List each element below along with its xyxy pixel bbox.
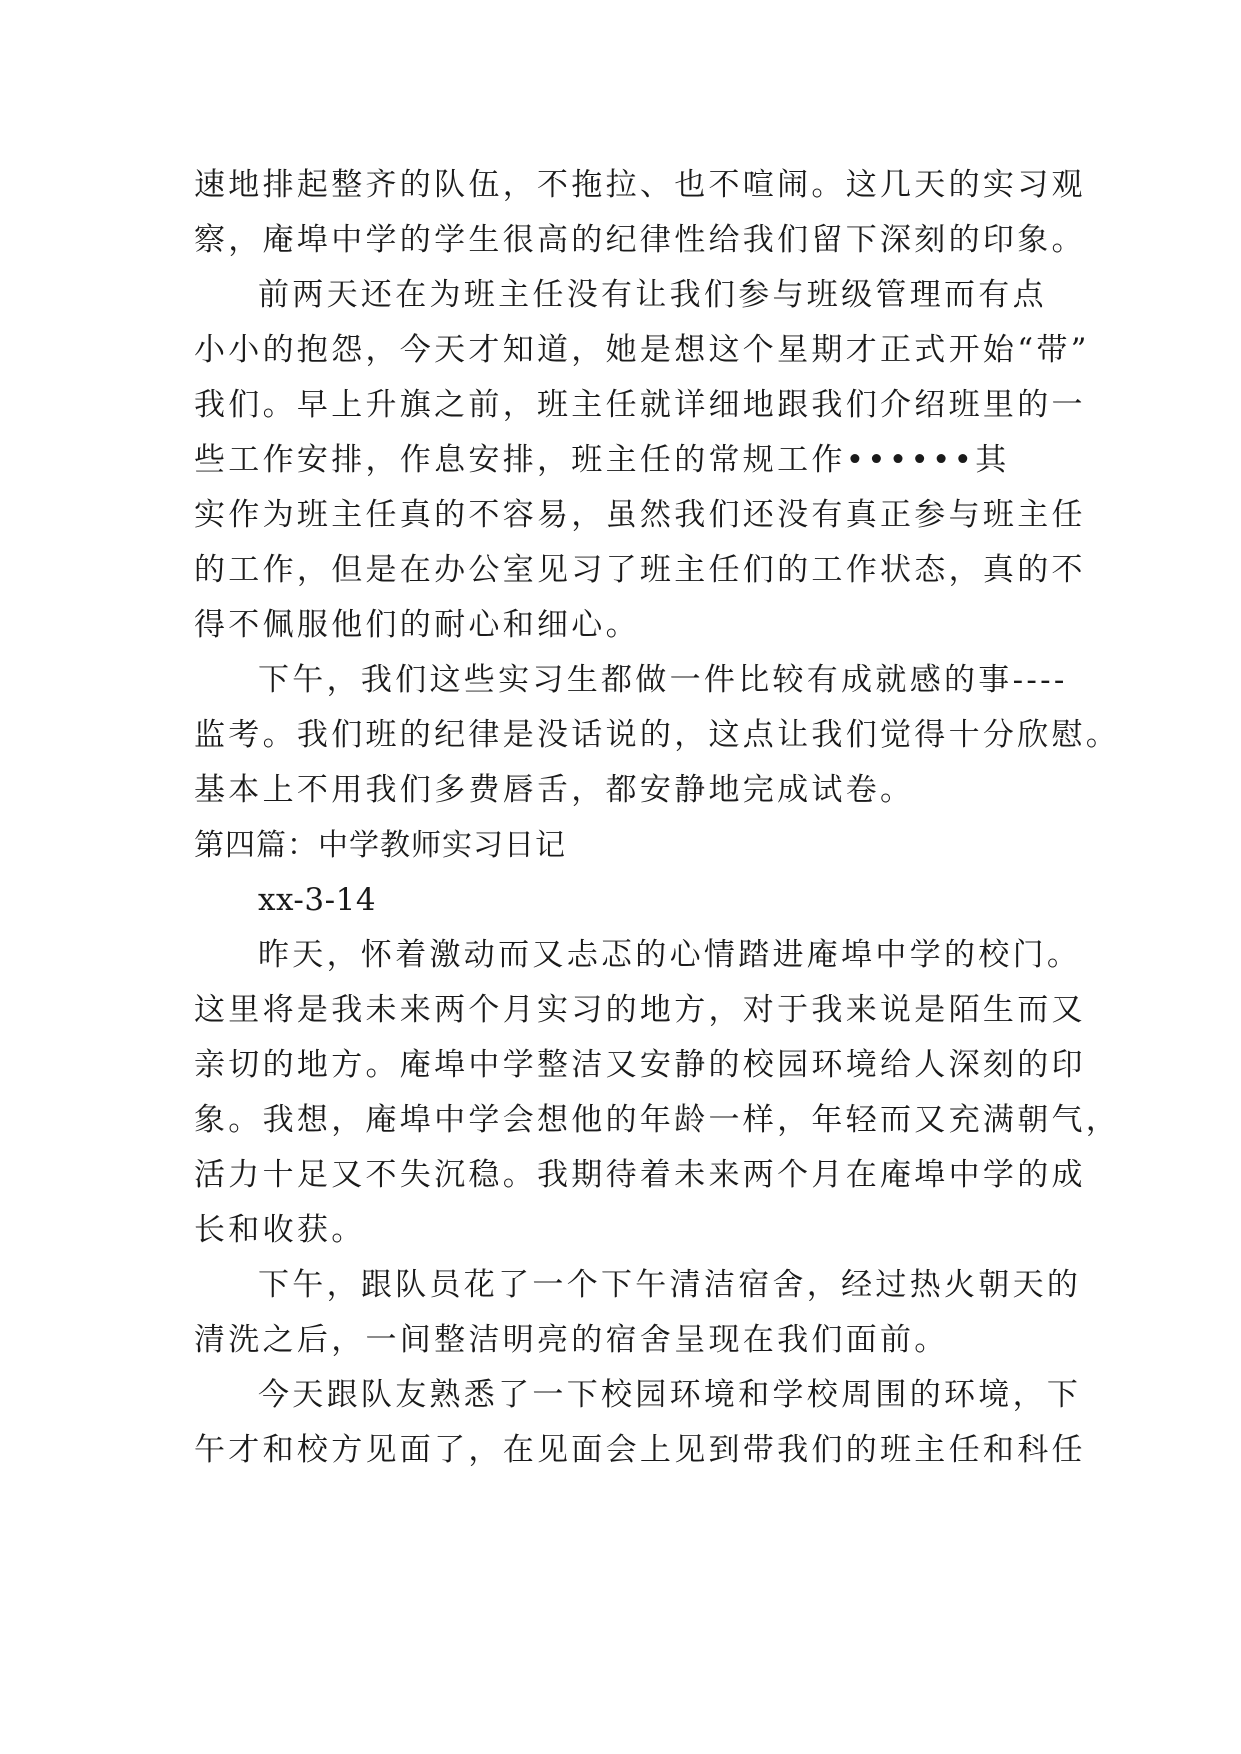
text-line: 基本上不用我们多费唇舌，都安静地完成试卷。 xyxy=(194,772,915,808)
document-page xyxy=(194,158,1121,1478)
section-heading: 第四篇：中学教师实习日记 xyxy=(194,828,566,863)
text-line: 长和收获。 xyxy=(194,1212,366,1248)
text-line: 清洗之后，一间整洁明亮的宿舍呈现在我们面前。 xyxy=(194,1322,949,1358)
text-line: 实作为班主任真的不容易，虽然我们还没有真正参与班主任 xyxy=(194,497,1086,533)
text-line: 速地排起整齐的队伍，不拖拉、也不喧闹。这几天的实习观 xyxy=(194,167,1086,203)
text-line: 小小的抱怨，今天才知道，她是想这个星期才正式开始“带” xyxy=(194,332,1090,368)
text-line: 监考。我们班的纪律是没话说的，这点让我们觉得十分欣慰。 xyxy=(194,717,1121,753)
paragraph-start: 下午，跟队员花了一个下午清洁宿舍，经过热火朝天的 xyxy=(258,1267,1082,1303)
text-line: 些工作安排，作息安排，班主任的常规工作••••••其 xyxy=(194,442,1010,478)
text-line: 的工作，但是在办公室见习了班主任们的工作状态，真的不 xyxy=(194,552,1086,588)
paragraph-start: 昨天，怀着激动而又忐忑的心情踏进庵埠中学的校门。 xyxy=(258,937,1082,973)
text-line: 我们。早上升旗之前，班主任就详细地跟我们介绍班里的一 xyxy=(194,387,1086,423)
text-line: 午才和校方见面了，在见面会上见到带我们的班主任和科任 xyxy=(194,1432,1086,1468)
text-line: 活力十足又不失沉稳。我期待着未来两个月在庵埠中学的成 xyxy=(194,1157,1086,1193)
paragraph-start: 下午，我们这些实习生都做一件比较有成就感的事---- xyxy=(258,662,1068,698)
text-line: 得不佩服他们的耐心和细心。 xyxy=(194,607,640,643)
text-line: 亲切的地方。庵埠中学整洁又安静的校园环境给人深刻的印 xyxy=(194,1047,1086,1083)
text-line: 这里将是我未来两个月实习的地方，对于我来说是陌生而又 xyxy=(194,992,1086,1028)
paragraph-start: 今天跟队友熟悉了一下校园环境和学校周围的环境，下 xyxy=(258,1377,1082,1413)
text-line: 察，庵埠中学的学生很高的纪律性给我们留下深刻的印象。 xyxy=(194,222,1086,258)
text-line: 象。我想，庵埠中学会想他的年龄一样，年轻而又充满朝气， xyxy=(194,1102,1121,1138)
diary-date: xx-3-14 xyxy=(258,882,377,918)
paragraph-start: 前两天还在为班主任没有让我们参与班级管理而有点 xyxy=(258,277,1047,313)
